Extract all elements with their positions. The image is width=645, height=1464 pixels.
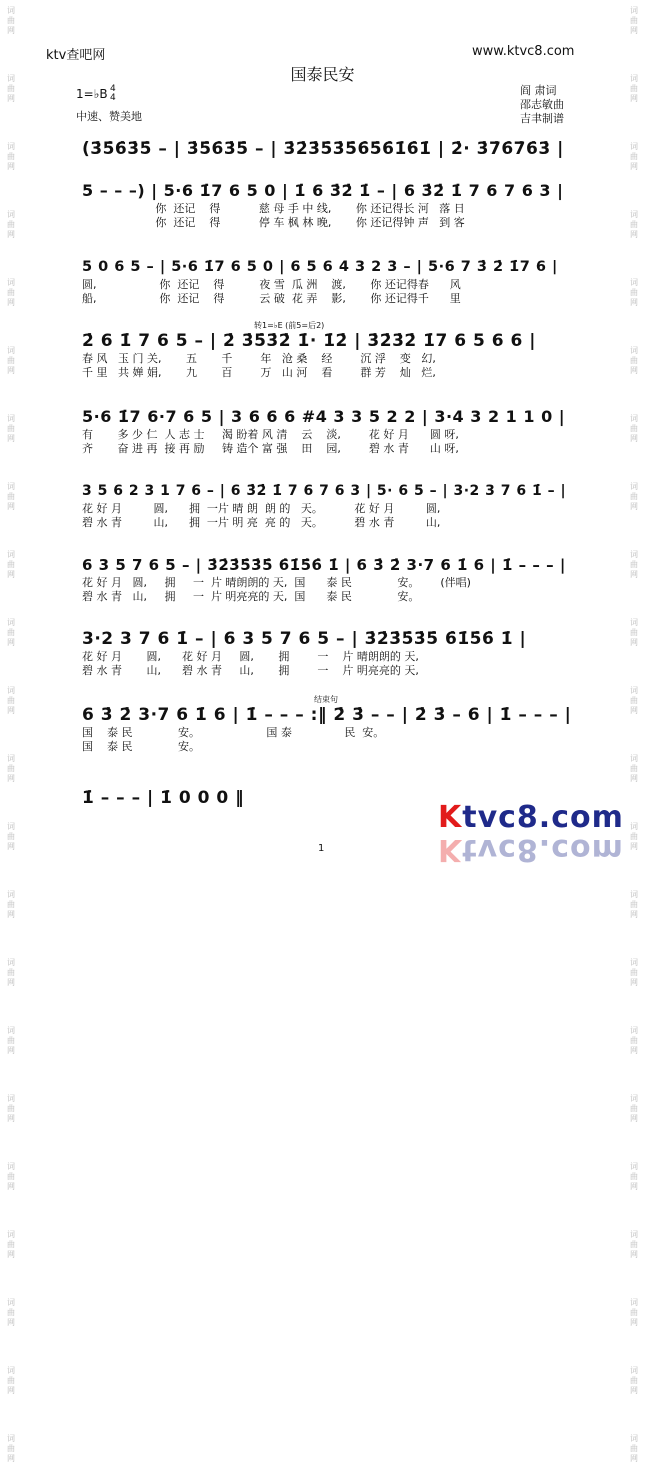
watermark-char: 网 bbox=[630, 230, 638, 239]
watermark-char: 词 bbox=[630, 1298, 638, 1307]
page-number: 1 bbox=[318, 843, 325, 854]
watermark-char: 曲 bbox=[7, 900, 15, 909]
watermark-char: 词 bbox=[630, 1366, 638, 1375]
watermark-char: 网 bbox=[630, 26, 638, 35]
watermark-char: 曲 bbox=[630, 424, 638, 433]
watermark-block bbox=[7, 210, 15, 240]
watermark-char: 曲 bbox=[630, 1376, 638, 1385]
watermark-char: 曲 bbox=[630, 1104, 638, 1113]
watermark-char: 曲 bbox=[630, 1240, 638, 1249]
watermark-char: 曲 bbox=[7, 356, 15, 365]
credit-transcriber: 吉聿制谱 bbox=[520, 112, 564, 125]
watermark-char: 曲 bbox=[630, 356, 638, 365]
logo-reflection-k: K bbox=[438, 832, 463, 867]
watermark-char: 网 bbox=[630, 434, 638, 443]
watermark-char: 词 bbox=[630, 142, 638, 151]
watermark-char: 曲 bbox=[7, 628, 15, 637]
watermark-char: 词 bbox=[630, 550, 638, 559]
watermark-char: 网 bbox=[630, 366, 638, 375]
watermark-block bbox=[630, 1162, 638, 1192]
watermark-block bbox=[7, 958, 15, 988]
watermark-char: 词 bbox=[7, 822, 15, 831]
watermark-char: 网 bbox=[7, 706, 15, 715]
score-line bbox=[82, 554, 572, 604]
watermark-block bbox=[630, 890, 638, 920]
watermark-char: 曲 bbox=[7, 84, 15, 93]
watermark-block bbox=[7, 822, 15, 852]
watermark-char: 曲 bbox=[7, 1240, 15, 1249]
time-signature bbox=[110, 85, 116, 103]
watermark-char: 网 bbox=[630, 638, 638, 647]
watermark-char: 词 bbox=[630, 414, 638, 423]
notation-row: 5 – – –) | 5·6 1̇7 6 5 0 | 1̇ 6 3̇2̇ 1̇ – | 6 3̇2̇ 1̇ 7 6 7 6 3 | bbox=[82, 181, 564, 200]
credit-lyricist: 阎 肃词 bbox=[520, 84, 557, 97]
watermark-char: 网 bbox=[7, 842, 15, 851]
watermark-block bbox=[7, 414, 15, 444]
score-line bbox=[82, 406, 572, 456]
watermark-block bbox=[630, 142, 638, 172]
watermark-char: 网 bbox=[7, 298, 15, 307]
watermark-char: 曲 bbox=[630, 84, 638, 93]
watermark-char: 网 bbox=[7, 638, 15, 647]
watermark-block bbox=[7, 618, 15, 648]
site-url-right: www.ktvc8.com bbox=[472, 44, 575, 59]
watermark-char: 词 bbox=[7, 278, 15, 287]
watermark-char: 曲 bbox=[7, 220, 15, 229]
watermark-char: 词 bbox=[7, 142, 15, 151]
watermark-char: 词 bbox=[630, 210, 638, 219]
watermark-char: 曲 bbox=[7, 16, 15, 25]
watermark-char: 曲 bbox=[630, 696, 638, 705]
watermark-char: 网 bbox=[630, 774, 638, 783]
watermark-char: 词 bbox=[630, 890, 638, 899]
watermark-char: 曲 bbox=[7, 152, 15, 161]
watermark-char: 网 bbox=[7, 1182, 15, 1191]
score-line bbox=[82, 480, 572, 530]
notation-row: 1̇ – – – | 1̇ 0 0 0 ‖ bbox=[82, 788, 245, 808]
time-signature-bottom: 4 bbox=[110, 93, 116, 103]
notation-row: 6 3 5 7 6 5 – | 3̇2̇3̇5̇3̇5̇ 6̇1̇5̇6̇ 1̇ | 6 3̇ 2̇ 3·7 6 1̇ 6 | 1̇ – – – | bbox=[82, 556, 566, 574]
watermark-char: 曲 bbox=[630, 968, 638, 977]
lyric-row: 花 好 月 圆, 拥 一片 晴 朗 朗 的 天。 花 好 月 圆, bbox=[82, 502, 441, 515]
watermark-block bbox=[7, 278, 15, 308]
notation-row: 5·6 1̇7 6·7 6 5 | 3 6 6 6 #4 3 3 5 2 2 | 3·4 3 2 1 1 0 | bbox=[82, 407, 566, 426]
lyric-row: 千 里 共 婵 娟, 九 百 万 山 河 看 群 芳 灿 烂, bbox=[82, 366, 436, 379]
watermark-char: 网 bbox=[7, 570, 15, 579]
watermark-char: 词 bbox=[7, 890, 15, 899]
watermark-char: 词 bbox=[630, 958, 638, 967]
watermark-char: 网 bbox=[630, 978, 638, 987]
watermark-block bbox=[7, 1026, 15, 1056]
watermark-char: 网 bbox=[7, 1454, 15, 1463]
watermark-char: 网 bbox=[630, 1046, 638, 1055]
watermark-char: 曲 bbox=[7, 1376, 15, 1385]
watermark-char: 词 bbox=[630, 686, 638, 695]
watermark-char: 网 bbox=[7, 26, 15, 35]
watermark-block bbox=[7, 1366, 15, 1396]
watermark-block bbox=[7, 754, 15, 784]
watermark-char: 网 bbox=[630, 298, 638, 307]
lyric-row: 你 还记 得 慈 母 手 中 线, 你 还记得长 河 落 日 bbox=[82, 202, 465, 215]
watermark-block bbox=[7, 890, 15, 920]
score-annotation: 结束句 bbox=[314, 695, 338, 704]
watermark-char: 词 bbox=[7, 618, 15, 627]
watermark-char: 曲 bbox=[630, 288, 638, 297]
watermark-char: 网 bbox=[7, 1386, 15, 1395]
watermark-block bbox=[630, 210, 638, 240]
watermark-block bbox=[630, 346, 638, 376]
lyric-row: 国 泰 民 安。 bbox=[82, 740, 200, 753]
watermark-block bbox=[630, 686, 638, 716]
song-title: 国泰民安 bbox=[290, 65, 355, 84]
watermark-char: 曲 bbox=[630, 560, 638, 569]
watermark-char: 曲 bbox=[7, 1036, 15, 1045]
watermark-block bbox=[630, 1298, 638, 1328]
watermark-char: 曲 bbox=[7, 1104, 15, 1113]
watermark-char: 网 bbox=[7, 910, 15, 919]
watermark-block bbox=[7, 346, 15, 376]
watermark-char: 词 bbox=[630, 754, 638, 763]
watermark-char: 网 bbox=[630, 706, 638, 715]
logo-reflection-text: tvc8.com bbox=[462, 832, 624, 867]
score-annotation: 转1=♭E (前5=后2) bbox=[254, 321, 325, 330]
lyric-row: 你 还记 得 停 车 枫 林 晚, 你 还记得钟 声 到 客 bbox=[82, 216, 465, 229]
lyric-row: 有 多 少 仁 人 志 士 渴 盼着 风 清 云 淡, 花 好 月 圆 呀, bbox=[82, 428, 459, 441]
watermark-char: 词 bbox=[7, 210, 15, 219]
lyric-row: 国 泰 民 安。 国 泰 民 安。 bbox=[82, 726, 385, 739]
watermark-char: 词 bbox=[7, 1366, 15, 1375]
watermark-char: 词 bbox=[7, 550, 15, 559]
lyric-row: 齐 奋 进 再 接 再 励 铸 造个 富 强 田 园, 碧 水 青 山 呀, bbox=[82, 442, 459, 455]
watermark-char: 词 bbox=[630, 1230, 638, 1239]
watermark-char: 词 bbox=[7, 754, 15, 763]
watermark-block bbox=[630, 414, 638, 444]
watermark-block bbox=[7, 1434, 15, 1464]
watermark-char: 曲 bbox=[7, 492, 15, 501]
watermark-block bbox=[630, 482, 638, 512]
watermark-char: 曲 bbox=[630, 1444, 638, 1453]
notation-row: 6 3̇ 2̇ 3·7 6 1̇ 6 | 1̇ – – – :‖ 2̇ 3̇ – – | 2̇ 3̇ – 6 | 1̇ – – – | bbox=[82, 705, 572, 725]
watermark-char: 词 bbox=[630, 278, 638, 287]
watermark-char: 词 bbox=[7, 1094, 15, 1103]
watermark-char: 曲 bbox=[630, 832, 638, 841]
credits bbox=[520, 84, 564, 126]
watermark-char: 网 bbox=[630, 1454, 638, 1463]
watermark-char: 词 bbox=[630, 618, 638, 627]
watermark-block bbox=[7, 686, 15, 716]
watermark-char: 曲 bbox=[630, 152, 638, 161]
watermark-char: 曲 bbox=[630, 16, 638, 25]
watermark-char: 词 bbox=[7, 1162, 15, 1171]
watermark-block bbox=[630, 278, 638, 308]
score-line bbox=[82, 695, 572, 754]
notation-row: (3̇5̇6̇3̇5̇ – | 3̇5̇6̇3̇5̇ – | 3̇2̇3̇5̇3̇5̇6̇5̇6̇1̇6̇1̇ | 2̇· 3̇7̇6̇7̇6̇3̇ | bbox=[82, 139, 564, 159]
watermark-char: 曲 bbox=[7, 696, 15, 705]
watermark-char: 网 bbox=[7, 978, 15, 987]
watermark-block bbox=[7, 482, 15, 512]
watermark-char: 网 bbox=[630, 1250, 638, 1259]
ktvc8-logo bbox=[438, 800, 624, 835]
watermark-block bbox=[630, 6, 638, 36]
watermark-char: 曲 bbox=[7, 968, 15, 977]
watermark-char: 词 bbox=[7, 1026, 15, 1035]
logo-reflection bbox=[438, 832, 624, 867]
lyric-row: 碧 水 青 山, 拥 一片 明 亮 亮 的 天。 碧 水 青 山, bbox=[82, 516, 441, 529]
watermark-char: 网 bbox=[7, 1114, 15, 1123]
watermark-char: 曲 bbox=[7, 832, 15, 841]
watermark-block bbox=[630, 1094, 638, 1124]
watermark-char: 词 bbox=[7, 958, 15, 967]
score-line bbox=[82, 180, 572, 230]
lyric-row: 碧 水 青 山, 碧 水 青 山, 拥 一 片 明亮亮的 天, bbox=[82, 664, 419, 677]
watermark-char: 词 bbox=[7, 6, 15, 15]
watermark-char: 曲 bbox=[7, 764, 15, 773]
watermark-char: 网 bbox=[630, 1114, 638, 1123]
watermark-char: 曲 bbox=[7, 288, 15, 297]
watermark-char: 网 bbox=[630, 570, 638, 579]
watermark-block bbox=[630, 1366, 638, 1396]
watermark-char: 曲 bbox=[630, 900, 638, 909]
watermark-block bbox=[630, 958, 638, 988]
watermark-right bbox=[625, 0, 643, 1463]
watermark-char: 词 bbox=[7, 74, 15, 83]
notation-row: 5 0 6 5 – | 5·6 1̇7 6 5 0 | 6 5 6 4 3 2 3 – | 5·6 7 3̇ 2̇ 1̇7 6 | bbox=[82, 259, 558, 275]
watermark-char: 网 bbox=[7, 502, 15, 511]
score-line bbox=[82, 628, 572, 678]
watermark-char: 词 bbox=[630, 1162, 638, 1171]
watermark-char: 网 bbox=[7, 230, 15, 239]
watermark-block bbox=[7, 1298, 15, 1328]
watermark-char: 网 bbox=[7, 162, 15, 171]
watermark-char: 网 bbox=[630, 1318, 638, 1327]
watermark-char: 曲 bbox=[7, 424, 15, 433]
watermark-char: 词 bbox=[630, 1094, 638, 1103]
watermark-char: 曲 bbox=[7, 1308, 15, 1317]
lyric-row: 花 好 月 圆, 花 好 月 圆, 拥 一 片 晴朗朗的 天, bbox=[82, 650, 419, 663]
watermark-block bbox=[630, 1434, 638, 1464]
watermark-char: 网 bbox=[7, 774, 15, 783]
watermark-char: 曲 bbox=[7, 1172, 15, 1181]
watermark-char: 曲 bbox=[7, 1444, 15, 1453]
watermark-block bbox=[7, 142, 15, 172]
watermark-char: 网 bbox=[7, 1318, 15, 1327]
watermark-char: 词 bbox=[7, 1434, 15, 1443]
logo-letter-k: K bbox=[438, 800, 463, 835]
watermark-char: 网 bbox=[630, 162, 638, 171]
watermark-char: 词 bbox=[630, 1434, 638, 1443]
notation-row: 2̇ 6 1̇ 7 6 5 – | 2̇ 3̇5̇3̇2̇ 1̇· 1̇2̇ | 3̇2̇3̇2̇ 1̇7 6 5 6 6 | bbox=[82, 331, 536, 351]
lyric-row: 春 风 玉 门 关, 五 千 年 沧 桑 经 沉 浮 变 幻, bbox=[82, 352, 436, 365]
time-signature-top: 4 bbox=[110, 84, 116, 94]
watermark-block bbox=[7, 1230, 15, 1260]
watermark-char: 曲 bbox=[630, 764, 638, 773]
score-line bbox=[82, 321, 572, 380]
watermark-char: 词 bbox=[7, 482, 15, 491]
watermark-char: 词 bbox=[7, 686, 15, 695]
watermark-block bbox=[7, 1162, 15, 1192]
logo-text: tvc8.com bbox=[462, 800, 624, 835]
watermark-block bbox=[630, 618, 638, 648]
lyric-row: 圆, 你 还记 得 夜 雪 瓜 洲 渡, 你 还记得春 风 bbox=[82, 278, 461, 291]
watermark-char: 网 bbox=[630, 1182, 638, 1191]
watermark-char: 网 bbox=[7, 1046, 15, 1055]
watermark-char: 曲 bbox=[630, 492, 638, 501]
watermark-char: 词 bbox=[7, 1298, 15, 1307]
watermark-block bbox=[7, 1094, 15, 1124]
watermark-char: 网 bbox=[630, 502, 638, 511]
watermark-char: 曲 bbox=[630, 1308, 638, 1317]
watermark-char: 词 bbox=[630, 74, 638, 83]
watermark-char: 曲 bbox=[630, 220, 638, 229]
watermark-char: 词 bbox=[630, 1026, 638, 1035]
watermark-char: 曲 bbox=[7, 560, 15, 569]
watermark-char: 曲 bbox=[630, 1172, 638, 1181]
watermark-block bbox=[630, 1230, 638, 1260]
watermark-char: 网 bbox=[7, 366, 15, 375]
notation-row: 3·2 3 7 6 1̇ – | 6 3 5 7 6 5 – | 3̇2̇3̇5̇3̇5̇ 6̇1̇5̇6̇ 1̇ | bbox=[82, 629, 527, 649]
watermark-char: 网 bbox=[7, 94, 15, 103]
watermark-char: 词 bbox=[7, 346, 15, 355]
watermark-block bbox=[630, 550, 638, 580]
key-signature: 1=♭B bbox=[76, 87, 108, 101]
watermark-char: 词 bbox=[630, 346, 638, 355]
site-name-left: ktv查吧网 bbox=[46, 48, 106, 63]
watermark-block bbox=[630, 1026, 638, 1056]
watermark-char: 词 bbox=[7, 1230, 15, 1239]
credit-composer: 邵志敏曲 bbox=[520, 98, 564, 111]
watermark-char: 网 bbox=[630, 842, 638, 851]
watermark-char: 网 bbox=[630, 910, 638, 919]
watermark-char: 网 bbox=[7, 434, 15, 443]
watermark-char: 网 bbox=[630, 1386, 638, 1395]
watermark-block bbox=[7, 550, 15, 580]
score-line bbox=[82, 256, 572, 306]
watermark-char: 网 bbox=[630, 94, 638, 103]
watermark-char: 曲 bbox=[630, 628, 638, 637]
watermark-left bbox=[2, 0, 20, 1463]
watermark-char: 词 bbox=[630, 482, 638, 491]
watermark-char: 曲 bbox=[630, 1036, 638, 1045]
watermark-char: 词 bbox=[630, 822, 638, 831]
lyric-row: 碧 水 青 山, 拥 一 片 明亮亮的 天, 国 泰 民 安。 bbox=[82, 590, 420, 603]
watermark-block bbox=[7, 6, 15, 36]
lyric-row: 花 好 月 圆, 拥 一 片 晴朗朗的 天, 国 泰 民 安。 (伴唱) bbox=[82, 576, 471, 589]
tempo-marking: 中速、赞美地 bbox=[76, 110, 142, 123]
notation-row: 3 5 6 2 3 1 7 6 – | 6 3̇2̇ 1̇ 7 6 7 6 3 | 5· 6 5 – | 3·2 3 7 6 1̇ – | bbox=[82, 483, 567, 499]
score-line bbox=[82, 138, 572, 160]
watermark-char: 词 bbox=[7, 414, 15, 423]
watermark-char: 网 bbox=[7, 1250, 15, 1259]
watermark-block bbox=[630, 822, 638, 852]
watermark-block bbox=[630, 754, 638, 784]
watermark-char: 词 bbox=[630, 6, 638, 15]
lyric-row: 船, 你 还记 得 云 破 花 弄 影, 你 还记得千 里 bbox=[82, 292, 461, 305]
